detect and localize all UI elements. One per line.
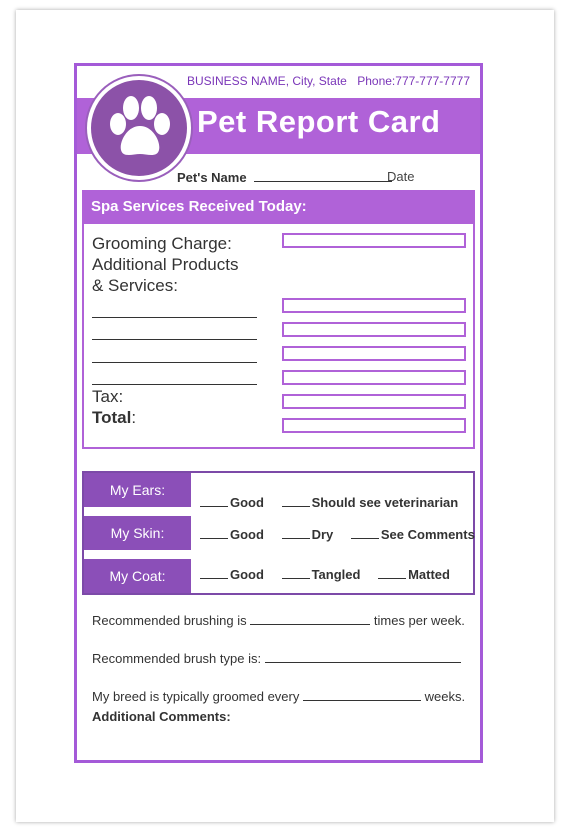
tax-box[interactable] [282, 394, 466, 409]
total-label [92, 407, 136, 428]
groom-suffix: weeks. [424, 689, 466, 704]
groom-frequency-line[interactable] [303, 689, 421, 701]
business-name: BUSINESS NAME, City, State [187, 74, 347, 88]
brushing-frequency-line[interactable] [250, 613, 370, 625]
tax-label: Tax: [92, 387, 124, 406]
service-line[interactable] [92, 384, 257, 385]
additional-comments-label: Additional Comments: [92, 709, 231, 724]
brushing-frequency-row [92, 613, 465, 628]
brush-type-line[interactable] [265, 651, 461, 663]
page-title: Pet Report Card [197, 104, 441, 139]
ears-option: Good [230, 495, 264, 510]
groom-frequency-row [92, 689, 465, 704]
coat-label: My Coat: [84, 559, 191, 593]
checkbox-line[interactable] [200, 538, 228, 539]
total-box[interactable] [282, 418, 466, 433]
services-label: & Services: [92, 276, 178, 295]
brush-type-row [92, 651, 461, 666]
ears-option: Should see veterinarian [311, 495, 459, 510]
coat-option: Tangled [311, 567, 361, 582]
skin-option: See Comments [380, 527, 475, 542]
total-bold: Total [92, 408, 132, 427]
total-colon: : [131, 408, 137, 427]
brushing-suffix: times per week. [373, 613, 465, 628]
coat-options [200, 567, 450, 582]
skin-label: My Skin: [84, 516, 191, 550]
spa-services-section [82, 190, 475, 449]
checkbox-line[interactable] [351, 538, 379, 539]
checkbox-line[interactable] [200, 506, 228, 507]
paw-print-icon [91, 80, 187, 176]
service-line[interactable] [92, 362, 257, 363]
logo [87, 76, 191, 180]
checkbox-line[interactable] [200, 578, 228, 579]
groom-prefix: My breed is typically groomed every [92, 689, 300, 704]
condition-section [82, 471, 475, 595]
service-line[interactable] [92, 317, 257, 318]
service-line[interactable] [92, 339, 257, 340]
pet-name-label: Pet's Name [177, 170, 247, 185]
checkbox-line[interactable] [282, 578, 310, 579]
coat-option: Matted [408, 567, 450, 582]
checkbox-line[interactable] [282, 538, 310, 539]
skin-option: Dry [311, 527, 334, 542]
report-card [74, 63, 483, 763]
coat-option: Good [230, 567, 264, 582]
service-amount-box[interactable] [282, 298, 466, 313]
service-amount-box[interactable] [282, 346, 466, 361]
brush-type-label: Recommended brush type is: [92, 651, 262, 666]
additional-products-label: Additional Products [92, 255, 239, 274]
skin-option: Good [230, 527, 264, 542]
grooming-charge-label: Grooming Charge: [92, 234, 232, 253]
phone-number: Phone:777-777-7777 [357, 74, 470, 88]
checkbox-line[interactable] [378, 578, 406, 579]
date-label: Date [387, 169, 415, 184]
brushing-prefix: Recommended brushing is [92, 613, 247, 628]
service-amount-box[interactable] [282, 370, 466, 385]
service-amount-box[interactable] [282, 322, 466, 337]
ears-label: My Ears: [84, 473, 191, 507]
spa-services-heading: Spa Services Received Today: [84, 192, 473, 224]
checkbox-line[interactable] [282, 506, 310, 507]
skin-options [200, 527, 475, 542]
pet-name-field[interactable] [177, 169, 392, 185]
ears-options [200, 495, 458, 510]
grooming-charge-box[interactable] [282, 233, 466, 248]
pet-name-line [254, 169, 392, 182]
